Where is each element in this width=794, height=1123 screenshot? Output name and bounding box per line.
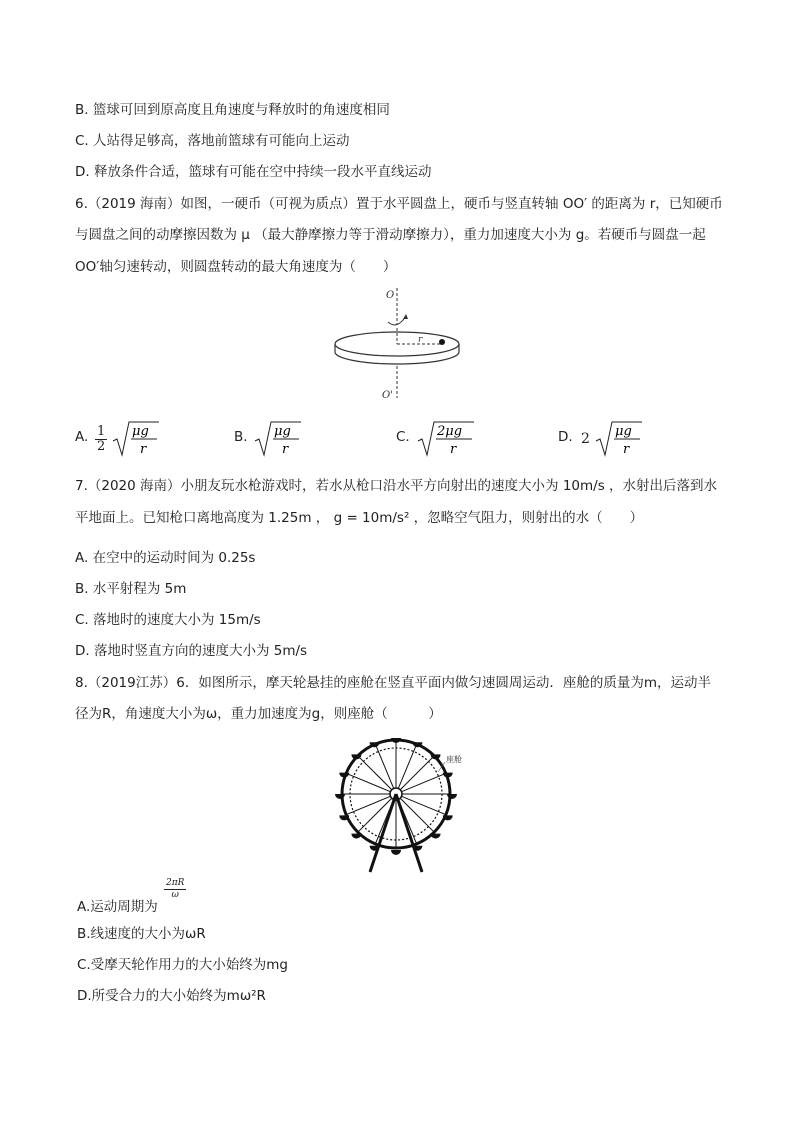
q7-option-a: A. 在空中的运动时间为 0.25s bbox=[75, 550, 256, 566]
rotating-disc-figure bbox=[330, 286, 470, 404]
cabin-label: 座舱 bbox=[446, 755, 462, 764]
q7-option-c: C. 落地时的速度大小为 15m/s bbox=[75, 612, 261, 628]
q7-option-b: B. 水平射程为 5m bbox=[75, 581, 187, 597]
q8-stem-line1: 8.（2019江苏）6．如图所示，摩天轮悬挂的座舱在竖直平面内做匀速圆周运动．座舱的质量为m，运动半 bbox=[75, 675, 711, 691]
axis-label-bottom: O' bbox=[382, 390, 393, 401]
q8-option-d: D.所受合力的大小始终为mω²R bbox=[77, 988, 266, 1004]
svg-text:r: r bbox=[623, 442, 630, 457]
q5-option-d: D. 释放条件合适，篮球有可能在空中持续一段水平直线运动 bbox=[75, 164, 432, 180]
q7-stem-line2: 平地面上。已知枪口离地高度为 1.25m ， g = 10m/s² ，忽略空气阻力，则射出的水（ ） bbox=[75, 510, 644, 526]
q5-option-b: B. 篮球可回到原高度且角速度与释放时的角速度相同 bbox=[75, 102, 390, 118]
svg-text:μg: μg bbox=[132, 424, 150, 439]
radius-label: r bbox=[418, 335, 423, 345]
ferris-wheel-figure bbox=[330, 732, 470, 874]
cabin-icon bbox=[339, 773, 349, 778]
svg-text:2μg: 2μg bbox=[437, 424, 463, 439]
q8-option-a-fraction: $\frac{2\pi R}{\omega}$ bbox=[166, 878, 185, 900]
q6-option-d-label: D. bbox=[558, 429, 573, 445]
svg-text:μg: μg bbox=[615, 424, 632, 439]
cabin-icon bbox=[431, 834, 441, 839]
axis-label-top: O bbox=[386, 290, 395, 301]
cabin-icon bbox=[351, 834, 361, 839]
q6-stem-line3: OO′轴匀速转动，则圆盘转动的最大角速度为（ ） bbox=[75, 259, 397, 275]
q6-option-d-formula: 2 μg r bbox=[581, 419, 644, 459]
cabin-icon bbox=[443, 773, 453, 778]
cabin-icon bbox=[351, 754, 361, 759]
q6-option-b-label: B. bbox=[234, 429, 248, 445]
svg-text:r: r bbox=[140, 442, 147, 457]
q6-option-a-formula: $\frac{1}{2}$ μg r bbox=[95, 419, 161, 459]
q6-stem-line2: 与圆盘之间的动摩擦因数为 μ （最大静摩擦力等于滑动摩擦力），重力加速度大小为 g。若硬币与圆盘一起 bbox=[75, 227, 706, 243]
svg-text:r: r bbox=[450, 442, 457, 457]
q8-option-c: C.受摩天轮作用力的大小始终为mg bbox=[77, 957, 288, 973]
q6-option-b-formula bbox=[253, 419, 303, 459]
svg-text:r: r bbox=[282, 442, 289, 457]
cabin-icon bbox=[431, 754, 441, 759]
q7-stem-line1: 7.（2020 海南）小朋友玩水枪游戏时，若水从枪口沿水平方向射出的速度大小为 10m/s ，水射出后落到水 bbox=[75, 478, 718, 494]
q6-stem-line1: 6.（2019 海南）如图，一硬币（可视为质点）置于水平圆盘上，硬币与竖直转轴 OO′ 的距离为 r，已知硬币 bbox=[75, 196, 723, 212]
q6-option-a-label: A. bbox=[75, 429, 89, 445]
q6-option-c-formula bbox=[416, 419, 476, 459]
q8-option-a: A.运动周期为 bbox=[77, 899, 158, 915]
q8-option-b: B.线速度的大小为ωR bbox=[77, 926, 206, 942]
svg-text:μg: μg bbox=[274, 424, 291, 439]
q8-stem-line2: 径为R，角速度大小为ω，重力加速度为g，则座舱（ ） bbox=[75, 706, 442, 722]
q5-option-c: C. 人站得足够高，落地前篮球有可能向上运动 bbox=[75, 133, 350, 149]
q7-option-d: D. 落地时竖直方向的速度大小为 5m/s bbox=[75, 643, 308, 659]
cabin-icon bbox=[391, 738, 401, 743]
cabin-icon bbox=[391, 850, 401, 855]
q6-option-c-label: C. bbox=[396, 429, 410, 445]
